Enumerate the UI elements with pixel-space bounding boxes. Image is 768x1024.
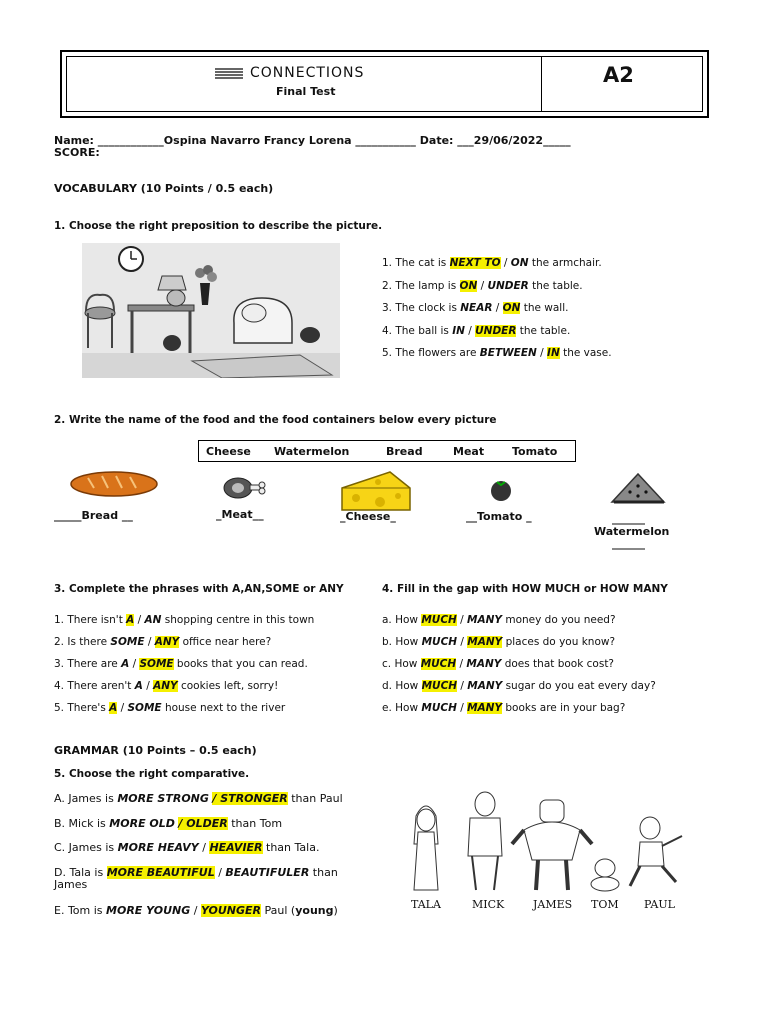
food-word: Meat	[453, 445, 485, 458]
person-label-tom: TOM	[591, 898, 619, 911]
answer-bread: _____Bread __	[54, 509, 133, 522]
cat-icon	[300, 327, 320, 343]
q4-item: b. How MUCH / MANY places do you know?	[382, 636, 616, 648]
q4-item: e. How MUCH / MANY books are in your bag?	[382, 702, 626, 714]
date-label: Date:	[419, 134, 454, 147]
person-label-tala: TALA	[411, 898, 441, 911]
q4-list	[382, 609, 656, 719]
header-subtitle: Final Test	[276, 85, 336, 98]
q1-title: 1. Choose the right preposition to describe the picture.	[54, 220, 383, 232]
q1-list	[382, 252, 612, 365]
person-label-james: JAMES	[533, 898, 573, 911]
q4-title: 4. Fill in the gap with HOW MUCH or HOW MANY	[382, 583, 668, 595]
q5-item: A. James is MORE STRONG / STRONGER than Paul	[54, 792, 343, 805]
q3-list	[54, 609, 314, 719]
answer-watermelon: Watermelon	[594, 525, 670, 538]
q5-item: E. Tom is MORE YOUNG / YOUNGER Paul (young)	[54, 904, 338, 917]
q3-item: 4. There aren't A / ANY cookies left, sorry!	[54, 680, 279, 692]
q5-list	[54, 792, 374, 917]
lamp-icon	[158, 276, 186, 290]
vocab-heading: VOCABULARY (10 Points / 0.5 each)	[54, 182, 274, 195]
q4-item: c. How MUCH / MANY does that book cost?	[382, 658, 615, 670]
q1-item: 4. The ball is IN / UNDER the table.	[382, 324, 571, 337]
q1-item: 1. The cat is NEXT TO / ON the armchair.	[382, 257, 602, 269]
q1-item: 5. The flowers are BETWEEN / IN the vase.	[382, 347, 612, 359]
q2-title: 2. Write the name of the food and the food containers below every picture	[54, 414, 497, 426]
armchair-icon	[234, 298, 292, 343]
q3-item: 3. There are A / SOME books that you can read.	[54, 658, 308, 670]
food-word: Cheese	[206, 445, 251, 458]
q3-item: 2. Is there SOME / ANY office near here?	[54, 636, 272, 648]
logo-lines-icon	[215, 67, 245, 79]
tom-figure	[591, 859, 619, 891]
food-word: Watermelon	[274, 445, 350, 458]
q5-item: C. James is MORE HEAVY / HEAVIER than Tala.	[54, 841, 320, 854]
q4-item: a. How MUCH / MANY money do you need?	[382, 614, 616, 626]
date-value: ___29/06/2022_____	[457, 134, 571, 147]
food-word: Tomato	[512, 445, 558, 458]
meat-icon	[218, 476, 266, 500]
q4-item: d. How MUCH / MANY sugar do you eat every day?	[382, 680, 656, 692]
q5-item: D. Tala is MORE BEAUTIFUL / BEAUTIFULER than James	[54, 866, 338, 891]
q1-item: 2. The lamp is ON / UNDER the table.	[382, 279, 583, 292]
answer-watermelon-bottom: ______	[612, 537, 645, 550]
answer-watermelon-top: ______	[612, 512, 645, 525]
name-row	[54, 134, 571, 147]
q3-item: 1. There isn't A / AN shopping centre in this town	[54, 614, 315, 626]
answer-tomato: __Tomato _	[466, 510, 532, 523]
q3-item: 5. There's A / SOME house next to the river	[54, 702, 286, 714]
paul-figure	[630, 817, 682, 886]
q3-title: 3. Complete the phrases with A,AN,SOME or ANY	[54, 583, 344, 595]
cheese-icon	[340, 470, 412, 512]
ball-icon	[163, 335, 181, 351]
bread-icon	[70, 470, 158, 498]
q1-item: 3. The clock is NEAR / ON the wall.	[382, 302, 569, 314]
watermelon-icon	[610, 472, 666, 506]
q5-item: B. Mick is MORE OLD / OLDER than Tom	[54, 817, 283, 830]
room-picture	[82, 243, 340, 378]
person-label-paul: PAUL	[644, 898, 675, 911]
score-label: SCORE:	[54, 146, 100, 159]
header-divider	[541, 57, 542, 111]
people-illustration	[400, 786, 700, 898]
tala-figure	[414, 806, 438, 890]
mick-figure	[468, 792, 502, 890]
answer-meat: _Meat__	[216, 508, 264, 521]
food-word: Bread	[386, 445, 423, 458]
header-title: CONNECTIONS	[250, 65, 365, 81]
tomato-icon	[488, 478, 514, 502]
person-label-mick: MICK	[472, 898, 505, 911]
header-level: A2	[603, 63, 634, 87]
grammar-heading: GRAMMAR (10 Points – 0.5 each)	[54, 744, 257, 757]
answer-cheese: _Cheese_	[340, 510, 396, 523]
james-figure	[512, 800, 592, 890]
q5-title: 5. Choose the right comparative.	[54, 768, 250, 780]
name-label: Name:	[54, 134, 94, 147]
name-value: ____________Ospina Navarro Francy Lorena ___________	[97, 134, 416, 147]
